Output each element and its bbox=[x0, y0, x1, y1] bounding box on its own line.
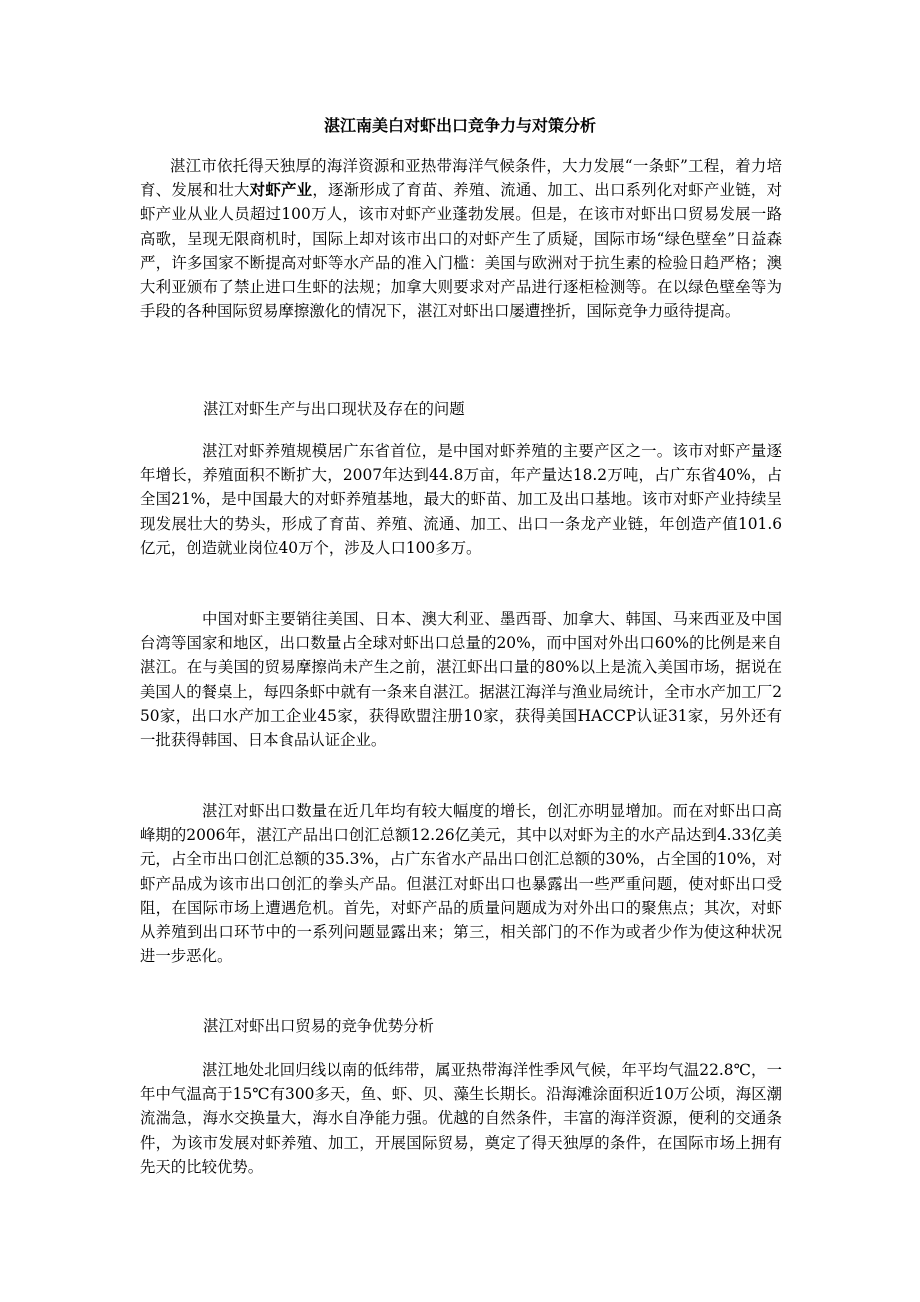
intro-paragraph bbox=[140, 154, 782, 323]
section2-heading: 湛江对虾出口贸易的竞争优势分析 bbox=[203, 1017, 434, 1035]
intro-text-after: ，逐渐形成了育苗、养殖、流通、加工、出口系列化对虾产业链，对虾产业从业人员超过100万人，该市对虾产业蓬勃发展。但是，在该市对虾出口贸易发展一路高歌，呈现无限商机时，国际上却对该市出口的对虾产生了质疑，国际市场“绿色壁垒”日益森严，许多国家不断提高对虾等水产品的准入门槛：美国与欧洲对于抗生素的检验日趋严格；澳大利亚颁布了禁止进口生虾的法规；加拿大则要求对产品进行逐柜检测等。在以绿色壁垒等为手段的各种国际贸易摩擦激化的情况下，湛江对虾出口屡遭挫折，国际竞争力亟待提高。 bbox=[140, 181, 782, 321]
section1-paragraph-3: 湛江对虾出口数量在近几年均有较大幅度的增长，创汇亦明显增加。而在对虾出口高峰期的2006年，湛江产品出口创汇总额12.26亿美元，其中以对虾为主的水产品达到4.33亿美元，占全市出口创汇总额的35.3%，占广东省水产品出口创汇总额的30%，占全国的10%，对虾产品成为该市出口创汇的拳头产品。但湛江对虾出口也暴露出一些严重问题，使对虾出口受阻，在国际市场上遭遇危机。首先，对虾产品的质量问题成为对外出口的聚焦点；其次，对虾从养殖到出口环节中的一系列问题显露出来；第三，相关部门的不作为或者少作为使这种状况进一步恶化。 bbox=[140, 802, 782, 966]
intro-text-before: 湛江市依托得天独厚的海洋资源和亚热带海洋气候条件，大力发展“一条虾”工程，着力培育、发展和壮大 bbox=[140, 157, 782, 200]
section2-paragraph-1: 湛江地处北回归线以南的低纬带，属亚热带海洋性季风气候，年平均气温22.8℃，一年中气温高于15℃有300多天，鱼、虾、贝、藻生长期长。沿海滩涂面积近10万公顷，海区潮流湍急，海水交换量大，海水自净能力强。优越的自然条件，丰富的海洋资源，便利的交通条件，为该市发展对虾养殖、加工，开展国际贸易，奠定了得天独厚的条件，在国际市场上拥有先天的比较优势。 bbox=[140, 1061, 782, 1176]
section1-paragraph-1: 湛江对虾养殖规模居广东省首位，是中国对虾养殖的主要产区之一。该市对虾产量逐年增长，养殖面积不断扩大，2007年达到44.8万亩，年产量达18.2万吨，占广东省40%，占全国21%，是中国最大的对虾养殖基地，最大的虾苗、加工及出口基地。该市对虾产业持续呈现发展壮大的势头，形成了育苗、养殖、流通、加工、出口一条龙产业链，年创造产值101.6亿元，创造就业岗位40万个，涉及人口100多万。 bbox=[140, 442, 782, 557]
section1-paragraph-2: 中国对虾主要销往美国、日本、澳大利亚、墨西哥、加拿大、韩国、马来西亚及中国台湾等国家和地区，出口数量占全球对虾出口总量的20%，而中国对外出口60%的比例是来自湛江。在与美国的贸易摩擦尚未产生之前，湛江虾出口量的80%以上是流入美国市场，据说在美国人的餐桌上，每四条虾中就有一条来自湛江。据湛江海洋与渔业局统计，全市水产加工厂250家，出口水产加工企业45家，获得欧盟注册10家，获得美国HACCP认证31家，另外还有一批获得韩国、日本食品认证企业。 bbox=[140, 610, 782, 750]
section1-heading: 湛江对虾生产与出口现状及存在的问题 bbox=[203, 400, 465, 418]
document-title: 湛江南美白对虾出口竞争力与对策分析 bbox=[323, 116, 596, 135]
intro-emphasis: 对虾产业 bbox=[249, 181, 313, 200]
